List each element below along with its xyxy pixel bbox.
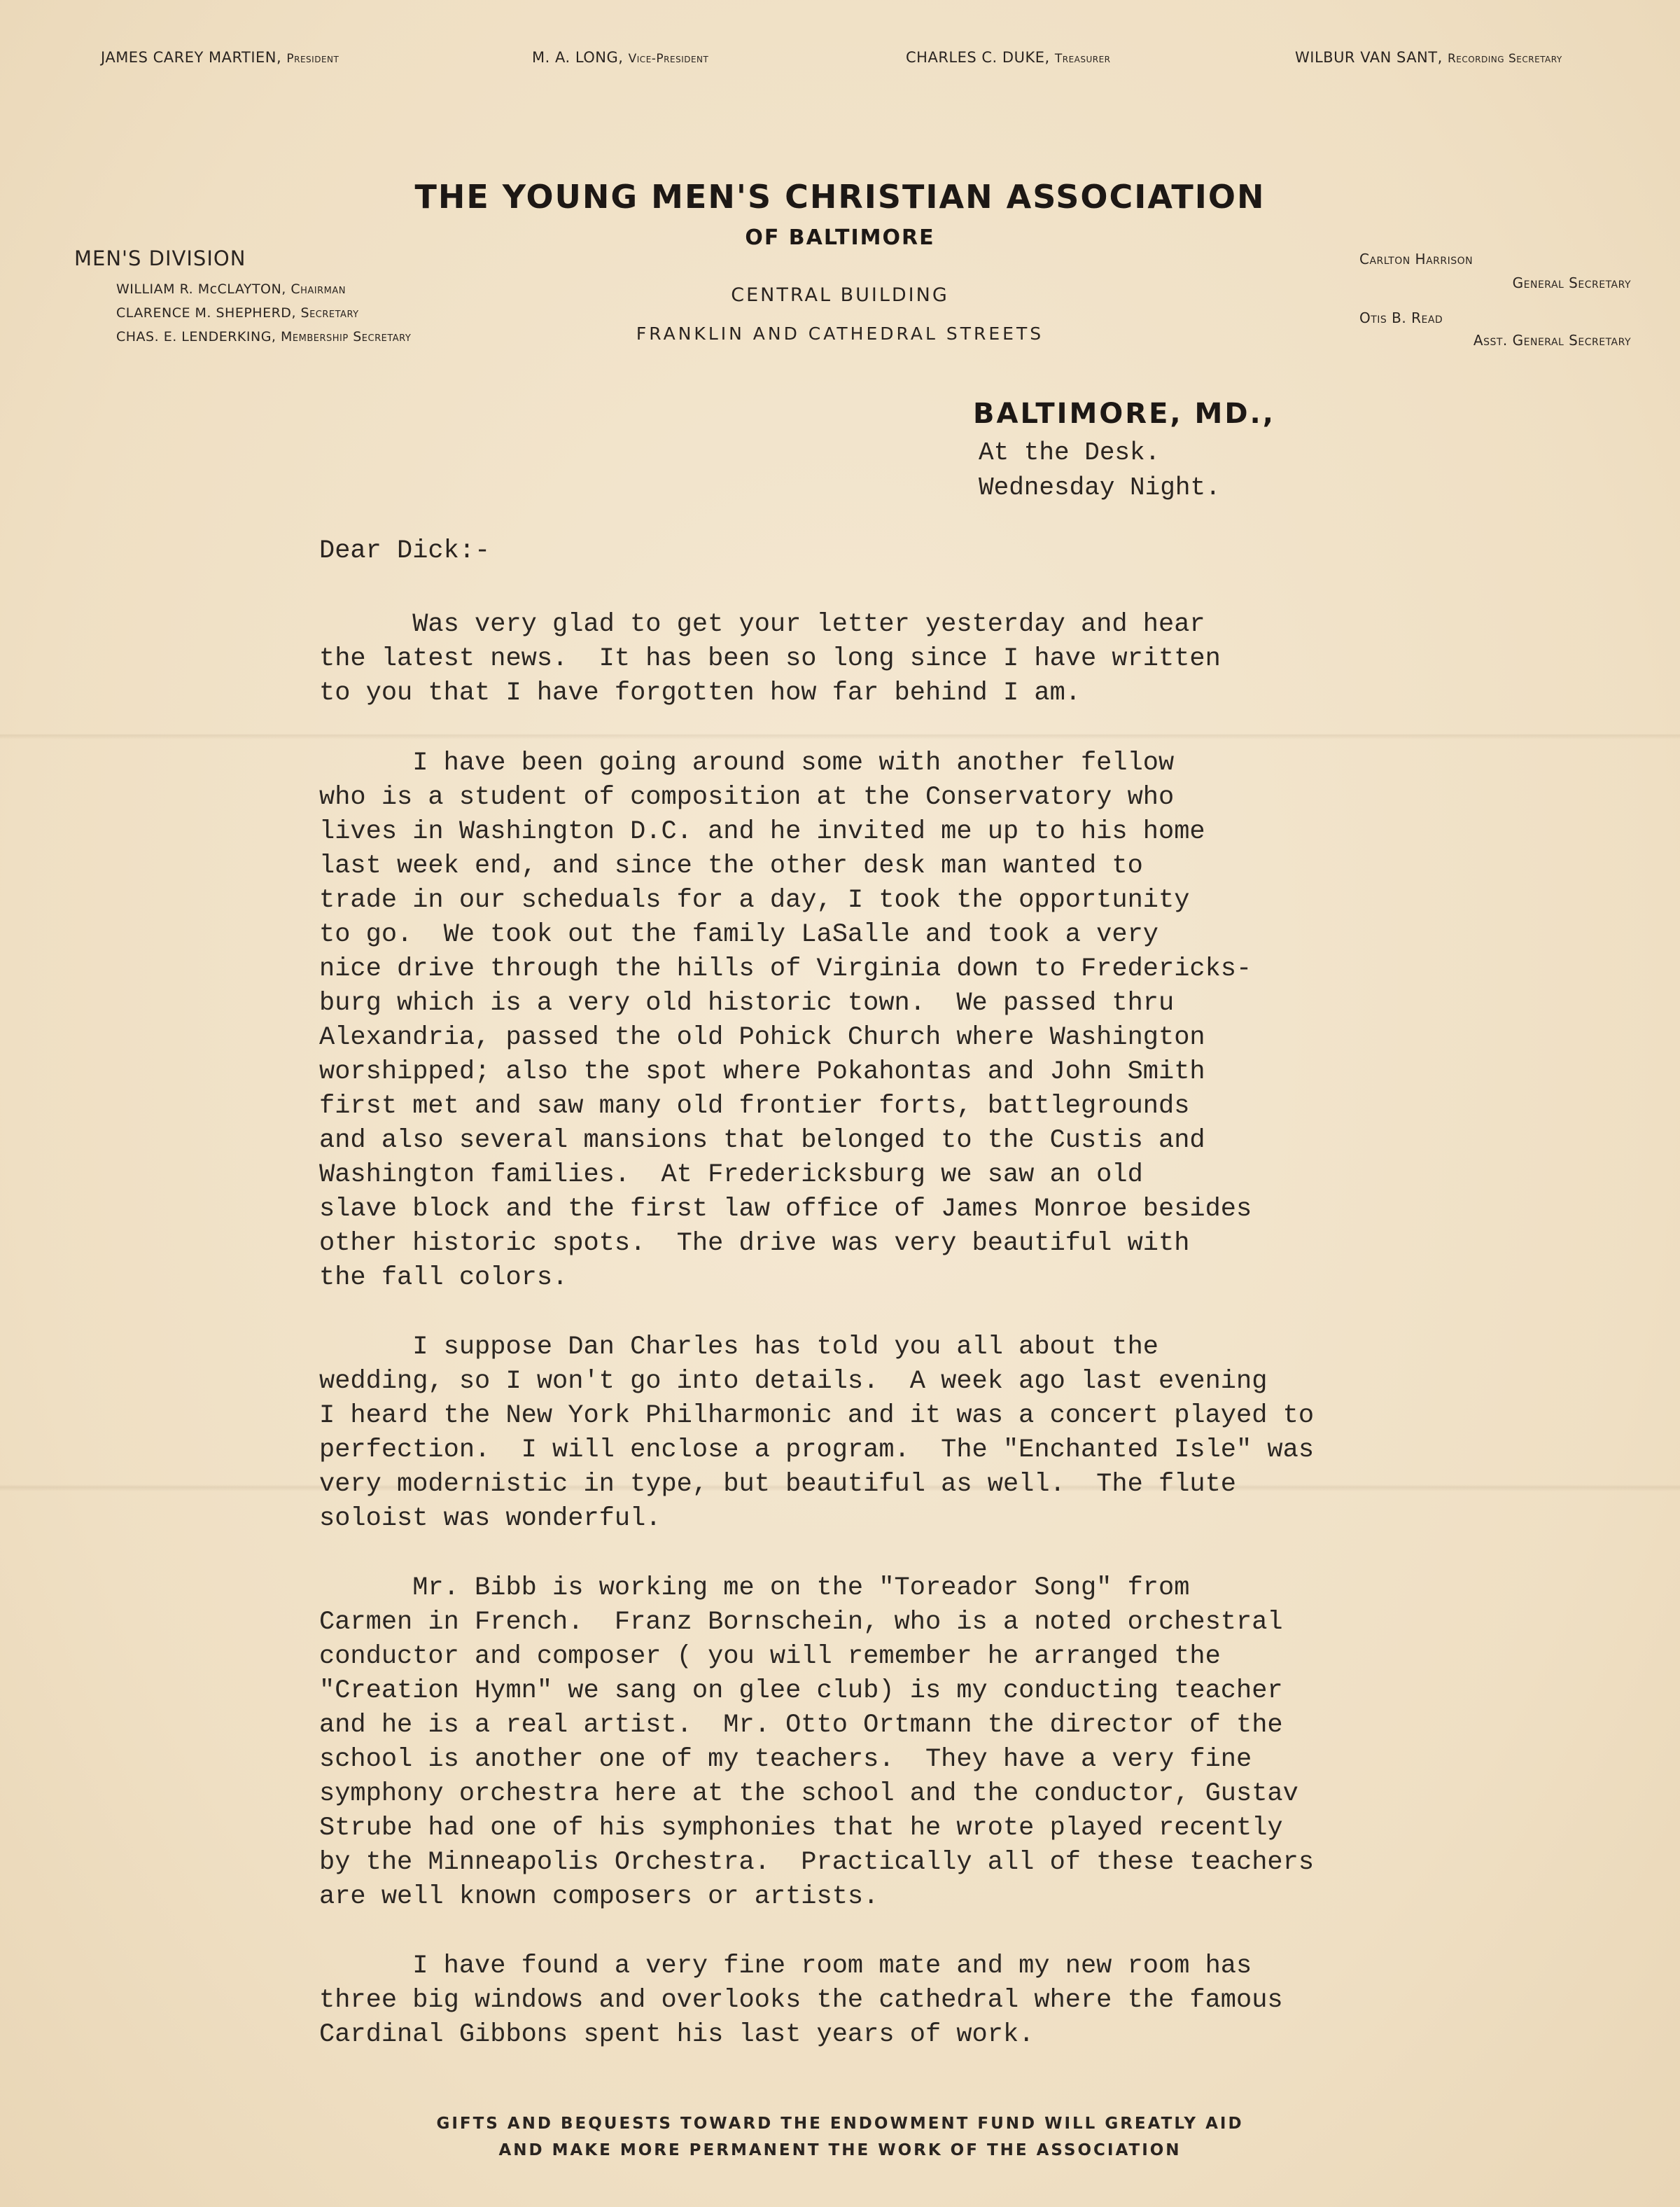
p3-line-3: I heard the New York Philharmonic and it was a concert played to	[319, 1401, 1315, 1430]
p1-line-3: to you that I have forgotten how far behind I am.	[319, 678, 1081, 708]
p2-line-15: other historic spots. The drive was very beautiful with	[319, 1229, 1190, 1258]
footer-line-2: AND MAKE MORE PERMANENT THE WORK OF THE ASSOCIATION	[498, 2141, 1182, 2159]
p2-line-1: I have been going around some with another fellow	[319, 749, 1175, 778]
p3-line-5: very modernistic in type, but beautiful as well. The flute	[319, 1470, 1237, 1499]
p5-line-2: three big windows and overlooks the cathedral where the famous	[319, 1986, 1283, 2015]
salutation: Dear Dick:-	[319, 536, 491, 566]
p2-line-12: and also several mansions that belonged to the Custis and	[319, 1126, 1205, 1155]
p4-line-10: are well known composers or artists.	[319, 1882, 879, 1912]
mens-division-chairman: WILLIAM R. McCLAYTON, Chairman	[116, 281, 346, 297]
staff-general-secretary-title: General Secretary	[1512, 274, 1631, 291]
dateline-line-2: Wednesday Night.	[979, 473, 1221, 502]
building-name: CENTRAL BUILDING	[731, 284, 949, 306]
mens-division-secretary: CLARENCE M. SHEPHERD, Secretary	[116, 305, 359, 321]
p4-line-3: conductor and composer ( you will remember he arranged the	[319, 1642, 1221, 1671]
p4-line-9: by the Minneapolis Orchestra. Practically all of these teachers	[319, 1848, 1315, 1877]
p1-line-1: Was very glad to get your letter yesterday and hear	[319, 610, 1205, 639]
association-name: THE YOUNG MEN'S CHRISTIAN ASSOCIATION	[414, 178, 1266, 216]
p3-line-6: soloist was wonderful.	[319, 1504, 662, 1533]
staff-asst-secretary-name: Otis B. Read	[1359, 309, 1443, 326]
dateline-line-1: At the Desk.	[979, 438, 1161, 467]
mens-division-membership-secretary: CHAS. E. LENDERKING, Membership Secretary	[116, 329, 412, 344]
p3-line-4: perfection. I will enclose a program. The "Enchanted Isle" was	[319, 1435, 1315, 1465]
p4-line-8: Strube had one of his symphonies that he wrote played recently	[319, 1813, 1283, 1843]
p2-line-7: nice drive through the hills of Virginia down to Fredericks-	[319, 954, 1252, 984]
p3-line-2: wedding, so I won't go into details. A week ago last evening	[319, 1367, 1268, 1396]
footer-line-1: GIFTS AND BEQUESTS TOWARD THE ENDOWMENT FUND WILL GREATLY AID	[436, 2115, 1244, 2133]
letter-place: BALTIMORE, MD.,	[973, 398, 1275, 430]
p3-line-1: I suppose Dan Charles has told you all about the	[319, 1332, 1158, 1362]
p4-line-1: Mr. Bibb is working me on the "Toreador Song" from	[319, 1573, 1190, 1603]
p4-line-5: and he is a real artist. Mr. Otto Ortmann the director of the	[319, 1711, 1283, 1740]
p2-line-3: lives in Washington D.C. and he invited me up to his home	[319, 817, 1205, 847]
mens-division-title: MEN'S DIVISION	[74, 246, 246, 270]
p2-line-10: worshipped; also the spot where Pokahontas and John Smith	[319, 1057, 1205, 1087]
p2-line-6: to go. We took out the family LaSalle and took a very	[319, 920, 1158, 949]
p2-line-2: who is a student of composition at the Conservatory who	[319, 783, 1175, 812]
p4-line-4: "Creation Hymn" we sang on glee club) is my conducting teacher	[319, 1676, 1283, 1706]
p4-line-2: Carmen in French. Franz Bornschein, who is a noted orchestral	[319, 1608, 1283, 1637]
staff-asst-secretary-title: Asst. General Secretary	[1473, 332, 1631, 349]
p2-line-8: burg which is a very old historic town. We passed thru	[319, 989, 1175, 1018]
p2-line-11: first met and saw many old frontier forts, battlegrounds	[319, 1092, 1190, 1121]
p5-line-3: Cardinal Gibbons spent his last years of work.	[319, 2020, 1035, 2049]
p2-line-14: slave block and the first law office of James Monroe besides	[319, 1195, 1252, 1224]
staff-general-secretary-name: Carlton Harrison	[1359, 251, 1474, 267]
officer-treasurer: CHARLES C. DUKE, Treasurer	[906, 49, 1111, 66]
p4-line-7: symphony orchestra here at the school and the conductor, Gustav	[319, 1779, 1298, 1809]
officer-president: JAMES CAREY MARTIEN, President	[101, 49, 340, 66]
officer-recording-secretary: WILBUR VAN SANT, Recording Secretary	[1295, 49, 1562, 66]
p2-line-16: the fall colors.	[319, 1263, 568, 1293]
p1-line-2: the latest news. It has been so long since I have written	[319, 644, 1221, 674]
association-city: OF BALTIMORE	[745, 225, 935, 250]
p2-line-5: trade in our scheduals for a day, I took the opportunity	[319, 886, 1190, 915]
officer-vice-president: M. A. LONG, Vice-President	[532, 49, 709, 66]
p2-line-13: Washington families. At Fredericksburg we saw an old	[319, 1160, 1143, 1190]
p4-line-6: school is another one of my teachers. They have a very fine	[319, 1745, 1252, 1774]
p5-line-1: I have found a very fine room mate and my new room has	[319, 1951, 1252, 1981]
p2-line-9: Alexandria, passed the old Pohick Church where Washington	[319, 1023, 1205, 1052]
p2-line-4: last week end, and since the other desk man wanted to	[319, 851, 1143, 881]
building-streets: FRANKLIN AND CATHEDRAL STREETS	[636, 323, 1044, 344]
